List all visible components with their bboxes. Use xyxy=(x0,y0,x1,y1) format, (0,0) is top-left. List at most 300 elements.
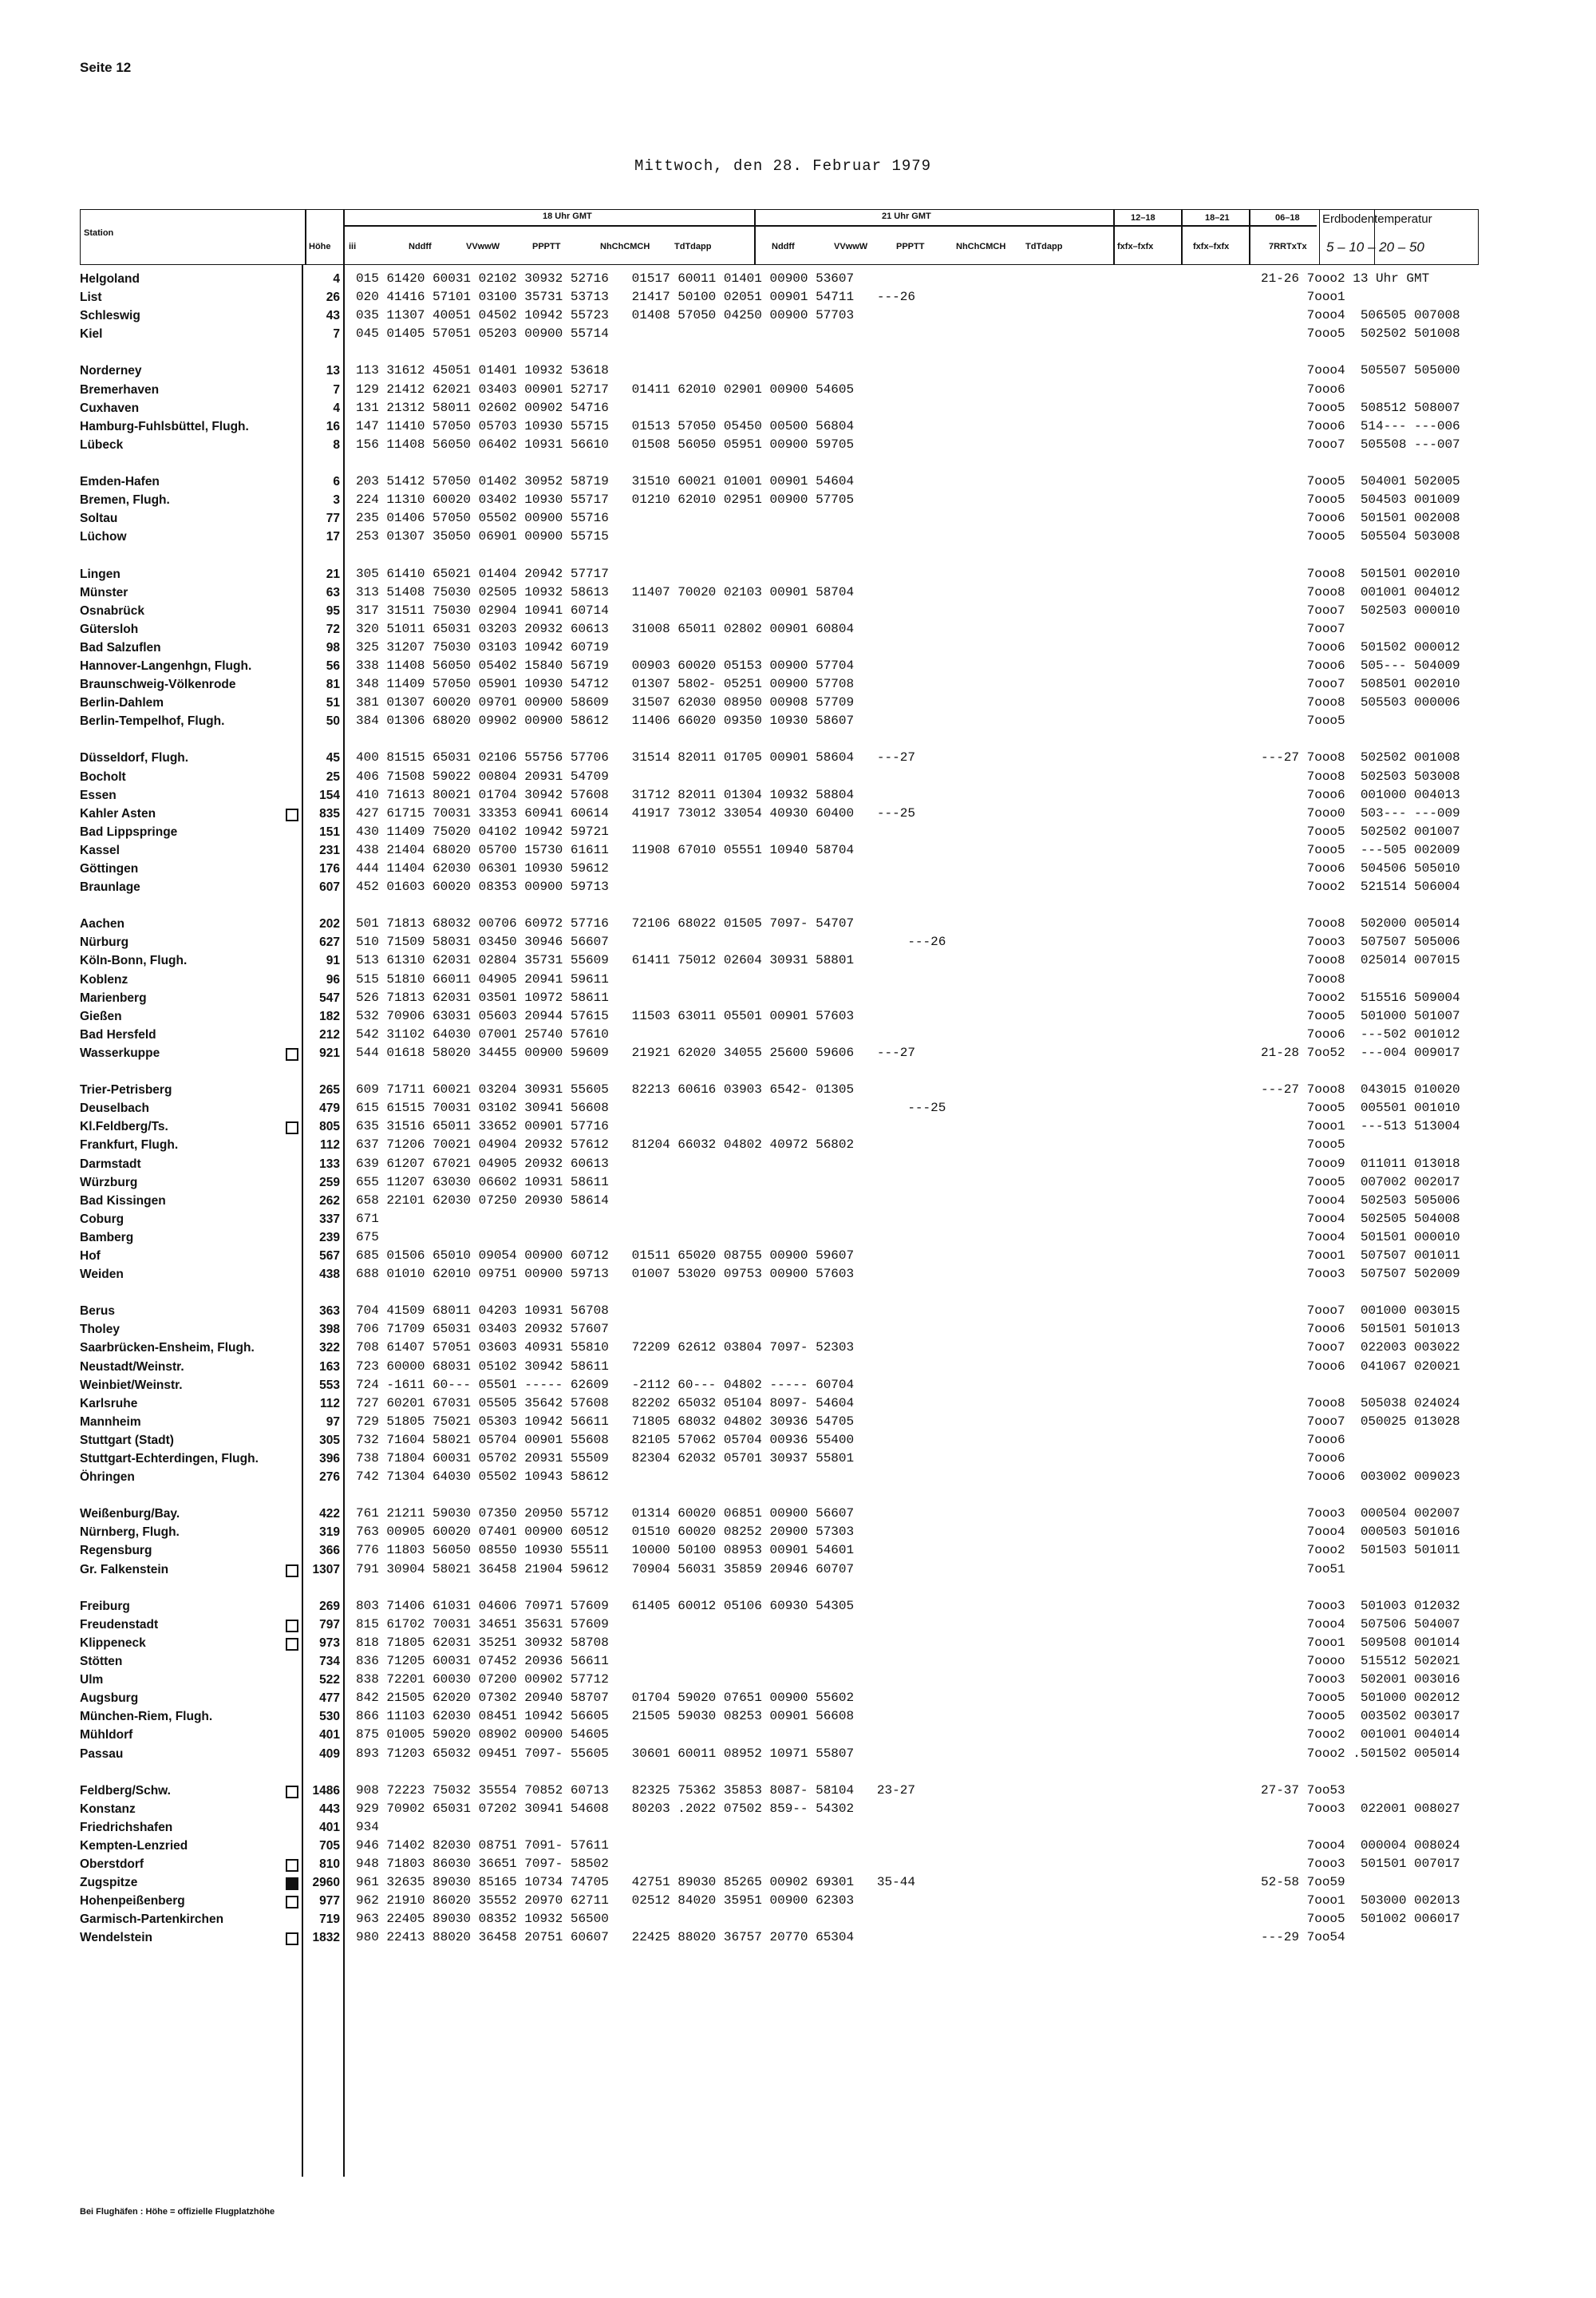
observation-row: 325 31207 75030 03103 10942 60719 xyxy=(356,639,609,655)
observation-row: 510 71509 58031 03450 30946 56607 ---26 xyxy=(356,935,946,950)
station-name-text: Schleswig xyxy=(80,309,140,323)
station-name-text: Lüchow xyxy=(80,530,127,544)
station-name-text: Weiden xyxy=(80,1268,124,1282)
observation-row: 842 21505 62020 07302 20940 58707 01704 59020 07651 00900 55602 xyxy=(356,1691,855,1706)
soil-row: 7ooo7 502503 000010 xyxy=(1261,603,1460,618)
station-name-text: Weißenburg/Bay. xyxy=(80,1507,180,1521)
station-height: 25 xyxy=(326,769,340,784)
group-spacer xyxy=(356,454,946,473)
soil-row: 7ooo6 001000 004013 xyxy=(1261,787,1460,802)
observation-row: 131 21312 58011 02602 00902 54716 xyxy=(356,400,609,415)
station-height: 627 xyxy=(319,935,340,950)
station-height: 96 xyxy=(326,972,340,987)
group-spacer xyxy=(1261,1486,1460,1505)
station-height: 269 xyxy=(319,1599,340,1613)
header-station-box xyxy=(80,209,306,265)
soil-row: 7ooo5 ---505 002009 xyxy=(1261,842,1460,857)
station-name-text: Kiel xyxy=(80,327,103,342)
group-spacer xyxy=(1261,896,1460,915)
observation-row: 317 31511 75030 02904 10941 60714 xyxy=(356,603,609,618)
observation-row: 948 71803 86030 36651 7097- 58502 xyxy=(356,1857,609,1872)
soil-row: 7ooo3 022001 008027 xyxy=(1261,1801,1460,1816)
observation-row: 410 71613 80021 01704 30942 57608 31712 82011 01304 10932 58804 xyxy=(356,787,855,802)
soil-row: 7ooo5 502502 501008 xyxy=(1261,326,1460,342)
station-name-text: Friedrichshafen xyxy=(80,1820,173,1834)
station-height: 607 xyxy=(319,880,340,895)
observation-row: 609 71711 60021 03204 30931 55605 82213 60616 03903 6542- 01305 xyxy=(356,1082,855,1098)
soil-row: 7ooo2 501503 501011 xyxy=(1261,1543,1460,1558)
soil-row: 7oooo 515512 502021 xyxy=(1261,1654,1460,1669)
page-number: Seite 12 xyxy=(80,60,132,75)
observation-row: 235 01406 57050 05502 00900 55716 xyxy=(356,511,609,526)
station-name-text: Trier-Petrisberg xyxy=(80,1083,172,1098)
station-height: 133 xyxy=(319,1157,340,1171)
observation-row: 113 31612 45051 01401 10932 53618 xyxy=(356,363,609,378)
station-height: 553 xyxy=(319,1378,340,1392)
station-height: 409 xyxy=(319,1746,340,1761)
group-spacer xyxy=(356,730,946,749)
station-height: 262 xyxy=(319,1193,340,1208)
station-name-text: Frankfurt, Flugh. xyxy=(80,1138,179,1153)
station-name-text: Bad Lippspringe xyxy=(80,825,178,839)
group-spacer xyxy=(1261,343,1460,362)
station-name-text: Regensburg xyxy=(80,1544,152,1558)
station-height: 734 xyxy=(319,1655,340,1669)
observation-row: 763 00905 60020 07401 00900 60512 01510 60020 08252 20900 57303 xyxy=(356,1525,855,1540)
soil-row: 7ooo1 ---513 513004 xyxy=(1261,1119,1460,1134)
station-name-text: Saarbrücken-Ensheim, Flugh. xyxy=(80,1341,255,1355)
soil-row: ---27 7ooo8 043015 010020 xyxy=(1261,1082,1460,1098)
soil-row: 7ooo6 ---502 001012 xyxy=(1261,1026,1460,1042)
soil-row: 7ooo6 003002 009023 xyxy=(1261,1469,1460,1485)
station-name-text: Gr. Falkenstein xyxy=(80,1562,169,1576)
station-name-text: Bremerhaven xyxy=(80,382,160,397)
station-height: 477 xyxy=(319,1691,340,1706)
observation-row: 635 31516 65011 33652 00901 57716 xyxy=(356,1119,609,1134)
station-name-text: Braunlage xyxy=(80,880,140,895)
station-height: 77 xyxy=(326,512,340,526)
group-spacer xyxy=(356,896,946,915)
soil-row: 7ooo8 501501 002010 xyxy=(1261,566,1460,581)
soil-row: 7ooo4 501501 000010 xyxy=(1261,1229,1460,1244)
station-name-text: Öhringen xyxy=(80,1470,135,1485)
soil-row: 7ooo8 502503 503008 xyxy=(1261,769,1460,784)
header-sub0618: 7RRTxTx xyxy=(1269,242,1307,251)
open-square-icon xyxy=(286,1564,298,1577)
station-name-text: Kl.Feldberg/Ts. xyxy=(80,1120,168,1134)
soil-row: 7ooo2 .501502 005014 xyxy=(1261,1746,1460,1761)
station-height: 366 xyxy=(319,1544,340,1558)
observation-row: 723 60000 68031 05102 30942 58611 xyxy=(356,1359,609,1374)
soil-row: 7ooo5 502502 001007 xyxy=(1261,824,1460,839)
observation-row: 406 71508 59022 00804 20931 54709 xyxy=(356,769,609,784)
station-name-text: Darmstadt xyxy=(80,1157,141,1171)
soil-row: 7ooo1 509508 001014 xyxy=(1261,1635,1460,1650)
station-name-text: München-Riem, Flugh. xyxy=(80,1710,213,1724)
group-spacer xyxy=(302,730,340,749)
station-name-text: Braunschweig-Völkenrode xyxy=(80,678,236,692)
station-name-text: Lübeck xyxy=(80,437,124,452)
station-height: 265 xyxy=(319,1083,340,1098)
soil-row: 7ooo3 507507 502009 xyxy=(1261,1267,1460,1282)
station-height: 4 xyxy=(333,272,340,286)
open-square-icon xyxy=(286,809,298,821)
station-name-text: Freudenstadt xyxy=(80,1617,159,1632)
soil-row: 7ooo6 501502 000012 xyxy=(1261,639,1460,655)
station-name-text: Mühldorf xyxy=(80,1728,133,1742)
soil-row: 7ooo3 501003 012032 xyxy=(1261,1598,1460,1613)
station-name-text: Bamberg xyxy=(80,1230,134,1244)
observation-row: 963 22405 89030 08352 10932 56500 xyxy=(356,1912,609,1927)
observation-row: 761 21211 59030 07350 20950 55712 01314 60020 06851 00900 56607 xyxy=(356,1506,855,1521)
observation-row: 675 xyxy=(356,1229,379,1244)
station-name-text: Berus xyxy=(80,1304,115,1319)
soil-row: ---29 7oo54 xyxy=(1261,1930,1345,1945)
date-line: Mittwoch, den 28. Februar 1979 xyxy=(634,157,932,175)
observation-row: 732 71604 58021 05704 00901 55608 82105 57062 05704 00936 55400 xyxy=(356,1432,855,1447)
group-spacer xyxy=(302,896,340,915)
soil-row: 7ooo5 xyxy=(1261,1137,1345,1153)
station-name-text: Weinbiet/Weinstr. xyxy=(80,1378,183,1392)
header-21-c1: VVwwW xyxy=(834,242,868,251)
soil-row: 7ooo5 501000 501007 xyxy=(1261,1008,1460,1023)
header-21-c2: PPPTT xyxy=(896,242,925,251)
header-21: 21 Uhr GMT xyxy=(882,212,931,221)
station-name-text: Osnabrück xyxy=(80,603,144,618)
station-height: 97 xyxy=(326,1414,340,1429)
station-name-text: Feldberg/Schw. xyxy=(80,1783,171,1798)
soil-row: 7ooo8 505038 024024 xyxy=(1261,1395,1460,1410)
station-name-text: Stötten xyxy=(80,1655,123,1669)
observation-row: 542 31102 64030 07001 25740 57610 xyxy=(356,1026,609,1042)
soil-row: 7ooo3 000504 002007 xyxy=(1261,1506,1460,1521)
group-spacer xyxy=(302,1763,340,1782)
station-height: 16 xyxy=(326,419,340,433)
station-name-text: Hamburg-Fuhlsbüttel, Flugh. xyxy=(80,419,249,433)
table-line xyxy=(754,209,756,265)
station-name-text: Cuxhaven xyxy=(80,401,140,415)
observation-row: 320 51011 65031 03203 20932 60613 31008 65011 02802 00901 60804 xyxy=(356,621,855,636)
open-square-icon xyxy=(286,1620,298,1632)
observation-row: 742 71304 64030 05502 10943 58612 xyxy=(356,1469,609,1485)
station-height: 212 xyxy=(319,1027,340,1042)
station-height: 835 xyxy=(319,806,340,821)
group-spacer xyxy=(1261,454,1460,473)
observation-row: 980 22413 88020 36458 20751 60607 22425 88020 36757 20770 65304 xyxy=(356,1930,855,1945)
soil-row: 7ooo6 xyxy=(1261,1432,1345,1447)
station-height: 239 xyxy=(319,1230,340,1244)
station-height: 182 xyxy=(319,1009,340,1023)
station-height: 337 xyxy=(319,1212,340,1226)
soil-row: 7ooo4 000004 008024 xyxy=(1261,1837,1460,1853)
station-height: 977 xyxy=(319,1894,340,1908)
soil-row: 7ooo6 501501 002008 xyxy=(1261,511,1460,526)
observation-row: 908 72223 75032 35554 70852 60713 82325 75362 35853 8087- 58104 23-27 xyxy=(356,1782,915,1798)
soil-row: 7ooo5 003502 003017 xyxy=(1261,1709,1460,1724)
station-height: 805 xyxy=(319,1120,340,1134)
station-name-text: Oberstdorf xyxy=(80,1857,144,1872)
observation-row: 671 xyxy=(356,1211,379,1226)
group-spacer xyxy=(302,1283,340,1302)
header-21-c4: TdTdapp xyxy=(1025,242,1063,251)
station-height: 112 xyxy=(319,1396,340,1410)
soil-row: 7ooo5 505504 503008 xyxy=(1261,529,1460,544)
station-height: 51 xyxy=(326,696,340,710)
table-line xyxy=(343,209,345,2177)
table-line xyxy=(1181,209,1183,265)
observation-row: 348 11409 57050 05901 10930 54712 01307 5802- 05251 00900 57708 xyxy=(356,677,855,692)
station-name-text: Bad Salzuflen xyxy=(80,640,161,655)
open-square-icon xyxy=(286,1932,298,1945)
station-height: 72 xyxy=(326,622,340,636)
observation-row: 637 71206 70021 04904 20932 57612 81204 66032 04802 40972 56802 xyxy=(356,1137,855,1153)
open-square-icon xyxy=(286,1638,298,1651)
station-height: 3 xyxy=(333,493,340,508)
observation-column xyxy=(356,270,946,1948)
group-spacer xyxy=(356,343,946,362)
station-name-text: Würzburg xyxy=(80,1175,138,1189)
soil-row: ---27 7ooo8 502502 001008 xyxy=(1261,750,1460,765)
group-spacer xyxy=(1261,1579,1460,1597)
station-height: 202 xyxy=(319,917,340,931)
station-height: 4 xyxy=(333,401,340,415)
header-hoehe: Höhe xyxy=(309,242,331,251)
soil-row: 7ooo5 508512 508007 xyxy=(1261,400,1460,415)
station-name-text: Ulm xyxy=(80,1673,104,1687)
observation-row: 384 01306 68020 09902 00900 58612 11406 66020 09350 10930 58607 xyxy=(356,714,855,729)
group-spacer xyxy=(1261,730,1460,749)
station-name-text: Freiburg xyxy=(80,1599,130,1613)
soil-row: 7ooo4 506505 007008 xyxy=(1261,308,1460,323)
observation-row: 203 51412 57050 01402 30952 58719 31510 60021 01001 00901 54604 xyxy=(356,474,855,489)
soil-row: 7ooo8 001001 004012 xyxy=(1261,584,1460,599)
soil-row: 7ooo8 502000 005014 xyxy=(1261,916,1460,931)
station-height: 231 xyxy=(319,843,340,857)
station-name-text: Wasserkuppe xyxy=(80,1046,160,1060)
observation-row: 015 61420 60031 02102 30932 52716 01517 60011 01401 00900 53607 xyxy=(356,271,855,286)
height-column xyxy=(302,270,340,1948)
table-line xyxy=(1249,209,1250,265)
group-spacer xyxy=(302,343,340,362)
station-name-text: Berlin-Tempelhof, Flugh. xyxy=(80,714,225,729)
soil-row: 7ooo4 502503 505006 xyxy=(1261,1193,1460,1208)
station-height: 401 xyxy=(319,1820,340,1834)
station-name-text: Düsseldorf, Flugh. xyxy=(80,751,189,765)
station-name-text: Bremen, Flugh. xyxy=(80,493,170,508)
station-height: 7 xyxy=(333,382,340,397)
header-18-c0: Nddff xyxy=(409,242,432,251)
station-name-text: Stuttgart-Echterdingen, Flugh. xyxy=(80,1452,259,1465)
open-square-icon xyxy=(286,1786,298,1798)
station-height: 151 xyxy=(319,825,340,839)
group-spacer xyxy=(1261,1062,1460,1081)
station-height: 1307 xyxy=(312,1562,340,1576)
observation-row: 156 11408 56050 06402 10931 56610 01508 56050 05951 00900 59705 xyxy=(356,437,855,452)
observation-row: 685 01506 65010 09054 00900 60712 01511 65020 08755 00900 59607 xyxy=(356,1248,855,1263)
soil-row: 7ooo7 xyxy=(1261,621,1345,636)
station-name-text: Augsburg xyxy=(80,1691,139,1706)
station-name-text: Coburg xyxy=(80,1212,124,1226)
observation-row: 444 11404 62030 06301 10930 59612 xyxy=(356,861,609,876)
observation-row: 934 xyxy=(356,1819,379,1834)
soil-row: 7ooo0 503--- ---009 xyxy=(1261,805,1460,821)
station-height: 63 xyxy=(326,585,340,599)
soil-row: 27-37 7oo53 xyxy=(1261,1782,1345,1798)
header-18-c2: PPPTT xyxy=(532,242,561,251)
station-height: 43 xyxy=(326,309,340,323)
station-height: 259 xyxy=(319,1175,340,1189)
station-height: 522 xyxy=(319,1673,340,1687)
station-height: 1486 xyxy=(312,1783,340,1798)
station-height: 98 xyxy=(326,640,340,655)
observation-row: 438 21404 68020 05700 15730 61611 11908 67010 05551 10940 58704 xyxy=(356,842,855,857)
station-height: 319 xyxy=(319,1525,340,1540)
station-name-text: Koblenz xyxy=(80,972,128,987)
station-height: 401 xyxy=(319,1728,340,1742)
observation-row: 035 11307 40051 04502 10942 55723 01408 57050 04250 00900 57703 xyxy=(356,308,855,323)
soil-row: 7ooo5 501000 002012 xyxy=(1261,1691,1460,1706)
station-name-text: Klippeneck xyxy=(80,1635,146,1650)
soil-row: 7oo51 xyxy=(1261,1561,1345,1576)
station-height: 479 xyxy=(319,1102,340,1116)
station-height: 7 xyxy=(333,327,340,342)
station-height: 8 xyxy=(333,437,340,452)
station-name-text: Hannover-Langenhgn, Flugh. xyxy=(80,659,252,673)
station-name-text: Karlsruhe xyxy=(80,1396,138,1410)
soil-row: 7ooo6 xyxy=(1261,1451,1345,1465)
station-height: 797 xyxy=(319,1617,340,1632)
station-name-text: Kassel xyxy=(80,843,120,857)
group-spacer xyxy=(302,454,340,473)
observation-row: 427 61715 70031 33353 60941 60614 41917 73012 33054 40930 60400 ---25 xyxy=(356,805,915,821)
station-name-text: Gütersloh xyxy=(80,622,139,636)
observation-row: 515 51810 66011 04905 20941 59611 xyxy=(356,971,609,987)
station-name-text: Nürnberg, Flugh. xyxy=(80,1525,180,1540)
header-divider xyxy=(343,225,1317,227)
soil-row: 7ooo1 507507 001011 xyxy=(1261,1248,1460,1263)
station-name-text: Bad Hersfeld xyxy=(80,1027,156,1042)
observation-row: 381 01307 60020 09701 00900 58609 31507 62030 08950 00908 57709 xyxy=(356,695,855,710)
station-height: 91 xyxy=(326,954,340,968)
table-line xyxy=(1113,209,1115,265)
soil-depths: 5 – 10 – 20 – 50 xyxy=(1326,239,1424,255)
station-name-text: Berlin-Dahlem xyxy=(80,696,164,710)
header-p1218: 12–18 xyxy=(1131,213,1156,223)
observation-row: 893 71203 65032 09451 7097- 55605 30601 60011 08952 10971 55807 xyxy=(356,1746,855,1761)
observation-row: 836 71205 60031 07452 20936 56611 xyxy=(356,1654,609,1669)
header-p1821: 18–21 xyxy=(1205,213,1230,223)
observation-row: 544 01618 58020 34455 00900 59609 21921 62020 34055 25600 59606 ---27 xyxy=(356,1045,915,1060)
filled-square-icon xyxy=(286,1877,298,1890)
group-spacer xyxy=(1261,1283,1460,1302)
observation-row: 729 51805 75021 05303 10942 56611 71805 68032 04802 30936 54705 xyxy=(356,1414,855,1429)
soil-row: 7ooo6 514--- ---006 xyxy=(1261,418,1460,433)
soil-row: 7ooo2 521514 506004 xyxy=(1261,880,1460,895)
station-height: 56 xyxy=(326,659,340,673)
station-height: 95 xyxy=(326,603,340,618)
observation-row: 400 81515 65031 02106 55756 57706 31514 82011 01705 00901 58604 ---27 xyxy=(356,750,915,765)
station-height: 112 xyxy=(319,1138,340,1153)
station-name-text: Hohenpeißenberg xyxy=(80,1894,185,1908)
observation-row: 776 11803 56050 08550 10930 55511 10000 50100 08953 00901 54601 xyxy=(356,1543,855,1558)
station-height: 322 xyxy=(319,1341,340,1355)
station-name-text: Lingen xyxy=(80,567,120,581)
station-name-text: Kahler Asten xyxy=(80,806,156,821)
station-height: 719 xyxy=(319,1912,340,1927)
observation-row: 791 30904 58021 36458 21904 59612 70904 56031 35859 20946 60707 xyxy=(356,1561,855,1576)
soil-row xyxy=(1261,1376,1460,1394)
soil-row: 7ooo5 007002 002017 xyxy=(1261,1174,1460,1189)
soil-column xyxy=(1261,270,1460,1948)
station-height: 398 xyxy=(319,1323,340,1337)
soil-row: 7ooo4 505507 505000 xyxy=(1261,363,1460,378)
station-height: 81 xyxy=(326,678,340,692)
station-name-text: Norderney xyxy=(80,364,142,378)
soil-row: 7ooo7 508501 002010 xyxy=(1261,677,1460,692)
station-name-text: Münster xyxy=(80,585,128,599)
observation-row: 147 11410 57050 05703 10930 55715 01513 57050 05450 00500 56804 xyxy=(356,418,855,433)
soil-row: 7ooo1 xyxy=(1261,290,1345,305)
observation-row: 615 61515 70031 03102 30941 56608 ---25 xyxy=(356,1101,946,1116)
group-spacer xyxy=(356,1486,946,1505)
header-18-c3: NhChCMCH xyxy=(600,242,650,251)
station-height: 13 xyxy=(326,364,340,378)
station-name-text: Garmisch-Partenkirchen xyxy=(80,1912,224,1927)
observation-row: 838 72201 60030 07200 00902 57712 xyxy=(356,1672,609,1687)
group-spacer xyxy=(302,1062,340,1081)
soil-row: 7ooo4 507506 504007 xyxy=(1261,1616,1460,1632)
header-18: 18 Uhr GMT xyxy=(543,212,592,221)
soil-row: 7ooo2 515516 509004 xyxy=(1261,990,1460,1005)
observation-row: 704 41509 68011 04203 10931 56708 xyxy=(356,1303,609,1319)
observation-row: 706 71709 65031 03403 20932 57607 xyxy=(356,1322,609,1337)
observation-row: 738 71804 60031 05702 20931 55509 82304 62032 05701 30937 55801 xyxy=(356,1451,855,1465)
soil-row: 7ooo3 501501 007017 xyxy=(1261,1857,1460,1872)
soil-row: 7ooo6 501501 501013 xyxy=(1261,1322,1460,1337)
soil-row: 21-28 7oo52 ---004 009017 xyxy=(1261,1045,1460,1060)
station-name-text: Marienberg xyxy=(80,991,147,1005)
header-iii: iii xyxy=(349,242,357,251)
station-name-text: List xyxy=(80,291,102,305)
soil-row: 7ooo7 505508 ---007 xyxy=(1261,437,1460,452)
soil-row: 7ooo5 504503 001009 xyxy=(1261,492,1460,508)
header-p0618: 06–18 xyxy=(1275,213,1300,223)
station-name-text: Tholey xyxy=(80,1323,120,1337)
group-spacer xyxy=(356,1579,946,1597)
station-height: 363 xyxy=(319,1304,340,1319)
station-name-text: Wendelstein xyxy=(80,1931,153,1945)
observation-row: 818 71805 62031 35251 30932 58708 xyxy=(356,1635,609,1650)
station-height: 810 xyxy=(319,1857,340,1872)
soil-row: 7ooo8 505503 000006 xyxy=(1261,695,1460,710)
observation-row: 655 11207 63030 06602 10931 58611 xyxy=(356,1174,609,1189)
soil-row: 7ooo8 025014 007015 xyxy=(1261,953,1460,968)
station-name-text: Passau xyxy=(80,1746,124,1761)
station-height: 396 xyxy=(319,1452,340,1465)
station-height: 276 xyxy=(319,1470,340,1485)
header-station: Station xyxy=(84,228,114,238)
group-spacer xyxy=(356,1062,946,1081)
station-name-text: Nürburg xyxy=(80,935,129,950)
station-height: 443 xyxy=(319,1802,340,1816)
soil-row: 7ooo7 050025 013028 xyxy=(1261,1414,1460,1429)
group-spacer xyxy=(1261,1763,1460,1782)
observation-row: 452 01603 60020 08353 00900 59713 xyxy=(356,880,609,895)
soil-row: 7ooo3 502001 003016 xyxy=(1261,1672,1460,1687)
station-height: 530 xyxy=(319,1710,340,1724)
soil-row: 7ooo6 041067 020021 xyxy=(1261,1359,1460,1374)
station-height: 6 xyxy=(333,475,340,489)
